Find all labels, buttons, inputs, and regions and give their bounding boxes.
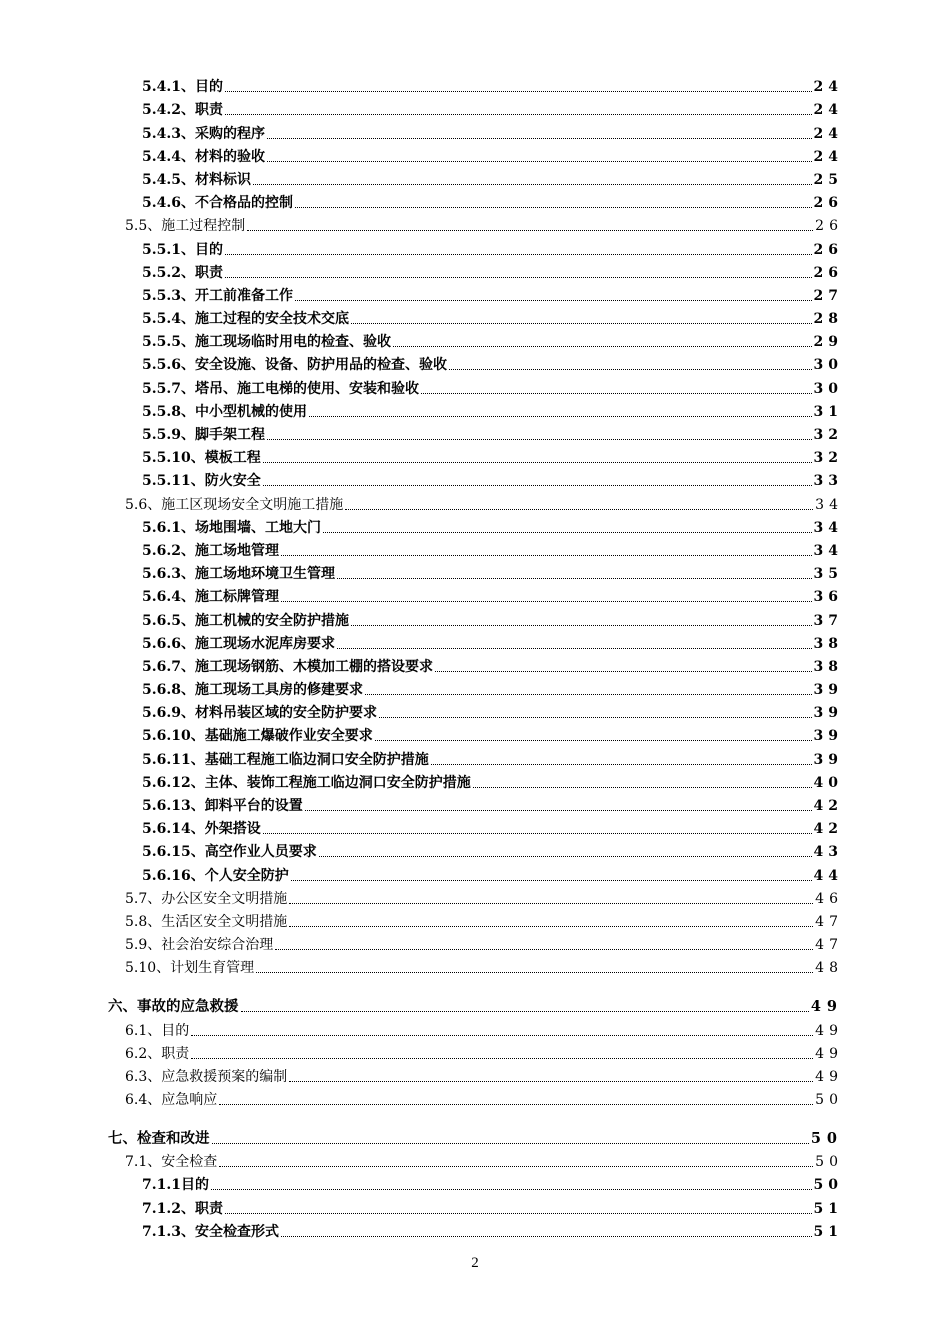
toc-entry-page: 49	[815, 1022, 843, 1039]
toc-entry-page: 31	[813, 403, 843, 420]
toc-entry-title: 5.5.2、职责	[142, 264, 223, 281]
toc-entry[interactable]	[108, 1218, 843, 1241]
toc-entry[interactable]	[108, 119, 843, 142]
toc-entry-page: 38	[813, 635, 843, 652]
toc-entry[interactable]	[108, 189, 843, 212]
toc-entry[interactable]	[108, 676, 843, 699]
toc-leader-dots	[281, 554, 812, 556]
toc-entry-title: 5.7、办公区安全文明措施	[125, 890, 288, 907]
toc-leader-dots	[289, 902, 813, 904]
toc-entry-page: 51	[813, 1200, 843, 1217]
toc-entry-title: 5.5.6、安全设施、设备、防护用品的检查、验收	[142, 357, 447, 374]
toc-entry-title: 5.9、社会治安综合治理	[125, 937, 274, 954]
toc-entry[interactable]	[108, 908, 843, 931]
toc-leader-dots	[219, 1103, 813, 1105]
toc-entry-page: 32	[813, 427, 843, 443]
toc-leader-dots	[191, 1057, 813, 1059]
toc-entry-title: 5.6.11、基础工程施工临边洞口安全防护措施	[142, 751, 429, 768]
toc-entry-title: 5.5.11、防火安全	[142, 473, 261, 490]
toc-entry-page: 49	[815, 1068, 843, 1085]
toc-entry-page: 39	[813, 682, 843, 699]
toc-entry-title: 5.6.5、施工机械的安全防护措施	[142, 612, 349, 629]
toc-entry-title: 5.4.3、采购的程序	[142, 125, 265, 142]
toc-leader-dots	[291, 879, 812, 881]
toc-entry[interactable]	[108, 282, 843, 305]
toc-entry-title: 5.6.8、施工现场工具房的修建要求	[142, 682, 363, 699]
toc-entry-page: 27	[813, 287, 843, 304]
toc-entry-title: 5.6.9、材料吊装区域的安全防护要求	[142, 705, 377, 722]
toc-leader-dots	[247, 229, 813, 231]
toc-leader-dots	[225, 253, 812, 255]
toc-entry[interactable]	[108, 722, 843, 745]
toc-entry-page: 51	[813, 1223, 843, 1240]
toc-entry-page: 37	[813, 612, 843, 629]
toc-entry[interactable]	[108, 931, 843, 954]
toc-entry[interactable]	[108, 73, 843, 96]
toc-entry[interactable]	[108, 421, 843, 444]
toc-entry[interactable]	[108, 212, 843, 235]
toc-leader-dots	[345, 508, 813, 510]
toc-leader-dots	[435, 670, 812, 672]
toc-entry[interactable]	[108, 861, 843, 884]
toc-entry[interactable]	[108, 560, 843, 583]
toc-entry-page: 36	[813, 589, 843, 606]
toc-leader-dots	[289, 1080, 813, 1082]
toc-entry-title: 5.10、计划生育管理	[125, 960, 255, 977]
toc-entry-title: 7.1.2、职责	[142, 1200, 223, 1217]
toc-entry-title: 5.4.1、目的	[142, 79, 223, 96]
toc-entry-page: 39	[813, 705, 843, 722]
toc-leader-dots	[263, 832, 812, 834]
toc-leader-dots	[319, 855, 812, 857]
toc-entry[interactable]	[108, 745, 843, 768]
toc-entry-title: 6.2、职责	[125, 1045, 190, 1062]
toc-leader-dots	[473, 786, 812, 788]
toc-entry-page: 50	[813, 1177, 843, 1194]
toc-entry-page: 24	[813, 148, 843, 165]
toc-entry-page: 39	[813, 728, 843, 745]
toc-entry[interactable]	[108, 769, 843, 792]
toc-entry-page: 49	[810, 998, 843, 1016]
toc-leader-dots	[263, 461, 812, 463]
toc-entry-title: 5.5.3、开工前准备工作	[142, 287, 293, 304]
toc-leader-dots	[219, 1165, 813, 1167]
toc-entry[interactable]	[108, 1194, 843, 1217]
toc-entry[interactable]	[108, 1171, 843, 1194]
toc-leader-dots	[225, 90, 812, 92]
toc-entry[interactable]	[108, 653, 843, 676]
toc-entry-page: 34	[813, 542, 843, 559]
toc-entry[interactable]	[108, 1109, 843, 1148]
toc-entry-title: 5.6.16、个人安全防护	[142, 867, 289, 884]
toc-leader-dots	[295, 206, 812, 208]
toc-leader-dots	[191, 1034, 813, 1036]
toc-entry-title: 5.4.6、不合格品的控制	[142, 195, 293, 212]
toc-entry[interactable]	[108, 977, 843, 1016]
toc-entry[interactable]	[108, 954, 843, 977]
toc-leader-dots	[225, 1212, 812, 1214]
toc-leader-dots	[375, 739, 812, 741]
toc-entry-title: 5.6.3、施工场地环境卫生管理	[142, 566, 335, 583]
toc-entry-page: 38	[813, 658, 843, 675]
toc-leader-dots	[241, 1010, 809, 1012]
toc-leader-dots	[253, 183, 812, 185]
toc-entry[interactable]	[108, 490, 843, 513]
toc-entry-title: 5.4.4、材料的验收	[142, 148, 265, 165]
toc-leader-dots	[281, 600, 812, 602]
toc-entry-page: 34	[813, 519, 843, 536]
toc-entry[interactable]	[108, 235, 843, 258]
toc-entry-title: 5.6.4、施工标牌管理	[142, 589, 279, 606]
toc-entry[interactable]	[108, 885, 843, 908]
toc-entry-page: 48	[815, 960, 843, 977]
toc-entry-page: 50	[810, 1130, 843, 1148]
toc-leader-dots	[267, 137, 812, 139]
toc-leader-dots	[449, 368, 812, 370]
toc-leader-dots	[351, 624, 812, 626]
toc-entry[interactable]	[108, 537, 843, 560]
toc-entry[interactable]	[108, 1063, 843, 1086]
toc-leader-dots	[267, 160, 812, 162]
toc-entry-page: 29	[813, 334, 843, 351]
toc-entry-page: 28	[813, 311, 843, 328]
toc-entry[interactable]	[108, 630, 843, 653]
toc-entry-title: 6.4、应急响应	[125, 1092, 218, 1109]
toc-entry-page: 39	[813, 751, 843, 768]
toc-entry-page: 42	[813, 798, 843, 814]
toc-entry-page: 30	[813, 357, 843, 374]
toc-entry-page: 26	[813, 195, 843, 212]
toc-leader-dots	[275, 948, 813, 950]
toc-entry[interactable]	[108, 96, 843, 119]
toc-entry[interactable]	[108, 259, 843, 282]
toc-entry[interactable]	[108, 374, 843, 397]
toc-entry-title: 7.1.3、安全检查形式	[142, 1223, 279, 1240]
toc-entry[interactable]	[108, 514, 843, 537]
toc-leader-dots	[289, 925, 813, 927]
toc-entry-page: 26	[815, 218, 843, 235]
toc-leader-dots	[305, 809, 812, 811]
toc-entry-page: 24	[813, 102, 843, 119]
toc-entry-page: 50	[815, 1092, 843, 1109]
toc-entry-page: 49	[815, 1045, 843, 1062]
toc-leader-dots	[421, 392, 812, 394]
toc-entry-page: 30	[813, 380, 843, 397]
toc-leader-dots	[337, 577, 812, 579]
toc-leader-dots	[267, 438, 812, 440]
toc-entry-title: 5.6.6、施工现场水泥库房要求	[142, 635, 335, 652]
toc-entry-title: 5.6.2、施工场地管理	[142, 542, 279, 559]
toc-entry-title: 5.5.1、目的	[142, 241, 223, 258]
toc-leader-dots	[431, 763, 812, 765]
toc-entry-page: 42	[813, 821, 843, 838]
toc-leader-dots	[393, 345, 812, 347]
toc-entry-title: 5.6.7、施工现场钢筋、木模加工棚的搭设要求	[142, 658, 433, 675]
toc-entry-page: 33	[813, 473, 843, 490]
toc-leader-dots	[256, 971, 813, 973]
toc-entry-page: 35	[813, 566, 843, 583]
toc-entry[interactable]	[108, 444, 843, 467]
toc-entry[interactable]	[108, 166, 843, 189]
toc-entry-title: 5.6.14、外架搭设	[142, 821, 261, 838]
toc-leader-dots	[351, 322, 812, 324]
toc-entry[interactable]	[108, 351, 843, 374]
toc-entry-title: 5.6.15、高空作业人员要求	[142, 844, 317, 861]
toc-entry[interactable]	[108, 1148, 843, 1171]
toc-entry-title: 5.6.1、场地围墙、工地大门	[142, 519, 321, 536]
toc-entry-title: 6.1、目的	[125, 1022, 190, 1039]
toc-entry-page: 24	[813, 125, 843, 142]
toc-entry-title: 6.3、应急救援预案的编制	[125, 1068, 288, 1085]
toc-entry[interactable]	[108, 606, 843, 629]
toc-entry-title: 5.4.2、职责	[142, 102, 223, 119]
toc-leader-dots	[225, 113, 812, 115]
toc-entry-page: 46	[815, 890, 843, 907]
toc-entry-page: 26	[813, 241, 843, 258]
toc-leader-dots	[263, 484, 812, 486]
toc-entry-page: 32	[813, 450, 843, 467]
toc-entry-page: 47	[815, 913, 843, 930]
toc-entry-title: 7.1、安全检查	[125, 1154, 218, 1171]
toc-entry[interactable]	[108, 838, 843, 861]
toc-entry-title: 5.4.5、材料标识	[142, 171, 251, 188]
toc-entry[interactable]	[108, 398, 843, 421]
toc-entry-title: 七、检查和改进	[108, 1130, 210, 1148]
toc-leader-dots	[365, 693, 812, 695]
toc-entry-title: 5.5.9、脚手架工程	[142, 427, 265, 443]
table-of-contents	[108, 73, 843, 1241]
toc-entry[interactable]	[108, 1040, 843, 1063]
toc-entry-title: 5.8、生活区安全文明措施	[125, 913, 288, 930]
toc-entry-title: 5.6.10、基础施工爆破作业安全要求	[142, 728, 373, 745]
toc-leader-dots	[309, 415, 812, 417]
toc-entry-page: 24	[813, 79, 843, 96]
toc-entry[interactable]	[108, 699, 843, 722]
toc-entry-title: 5.6、施工区现场安全文明施工措施	[125, 496, 344, 513]
toc-entry-title: 5.5.8、中小型机械的使用	[142, 403, 307, 420]
toc-entry[interactable]	[108, 328, 843, 351]
toc-leader-dots	[212, 1142, 809, 1144]
toc-entry[interactable]	[108, 1016, 843, 1039]
toc-entry[interactable]	[108, 815, 843, 838]
toc-entry-page: 26	[813, 264, 843, 281]
toc-entry[interactable]	[108, 143, 843, 166]
toc-entry-title: 5.5.10、模板工程	[142, 450, 261, 467]
toc-entry[interactable]	[108, 305, 843, 328]
toc-entry-page: 40	[813, 774, 843, 791]
toc-entry-title: 5.5.5、施工现场临时用电的检查、验收	[142, 334, 391, 351]
toc-entry-page: 43	[813, 844, 843, 861]
toc-entry-title: 5.6.13、卸料平台的设置	[142, 798, 303, 814]
toc-entry[interactable]	[108, 1086, 843, 1109]
toc-entry-title: 5.6.12、主体、装饰工程施工临边洞口安全防护措施	[142, 774, 471, 791]
toc-entry-title: 5.5、施工过程控制	[125, 218, 246, 235]
toc-leader-dots	[225, 276, 812, 278]
toc-entry-page: 34	[815, 496, 843, 513]
toc-entry-page: 25	[813, 171, 843, 188]
toc-entry-title: 7.1.1目的	[142, 1177, 209, 1194]
toc-leader-dots	[281, 1235, 812, 1237]
toc-entry[interactable]	[108, 792, 843, 815]
toc-entry-title: 5.5.7、塔吊、施工电梯的使用、安装和验收	[142, 380, 419, 397]
toc-leader-dots	[337, 647, 812, 649]
toc-entry-page: 44	[813, 867, 843, 884]
toc-entry-title: 5.5.4、施工过程的安全技术交底	[142, 311, 349, 328]
toc-entry-page: 47	[815, 937, 843, 954]
toc-leader-dots	[211, 1188, 812, 1190]
toc-leader-dots	[379, 716, 812, 718]
toc-leader-dots	[323, 531, 812, 533]
toc-entry[interactable]	[108, 583, 843, 606]
toc-entry[interactable]	[108, 467, 843, 490]
toc-entry-title: 六、事故的应急救援	[108, 998, 239, 1016]
page-number: 2	[471, 1255, 479, 1271]
toc-entry-page: 50	[815, 1154, 843, 1171]
toc-leader-dots	[295, 299, 812, 301]
